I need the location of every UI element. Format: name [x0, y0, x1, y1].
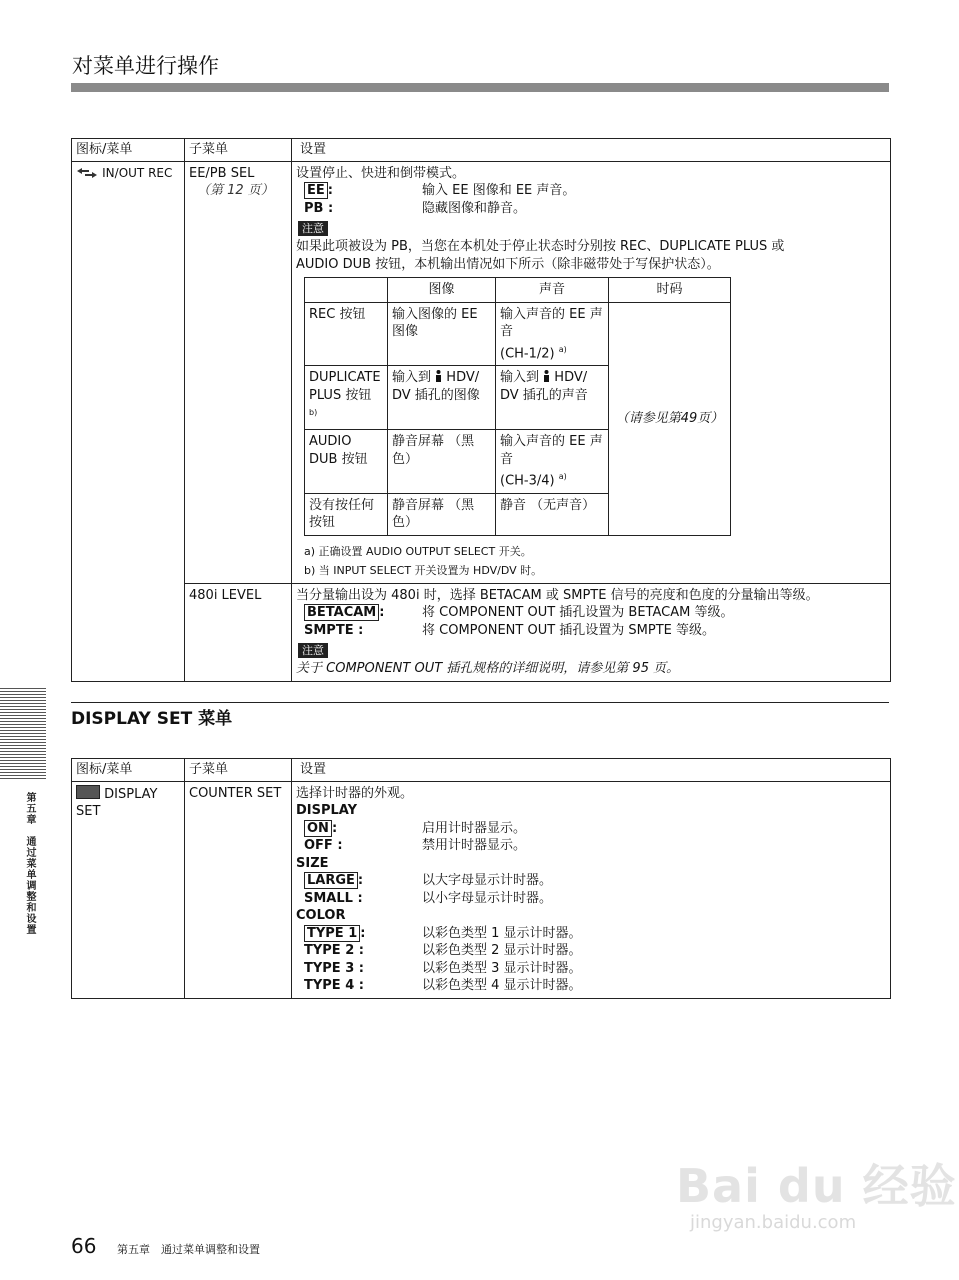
inner-header: 图像	[388, 278, 496, 303]
option-key: SMALL	[304, 890, 353, 906]
inner-header	[305, 278, 388, 303]
option-desc: 启用计时器显示。	[422, 820, 527, 836]
button-text: DUPLICATE PLUS 按钮	[309, 370, 381, 403]
option-key: LARGE	[304, 872, 358, 889]
image-cell: 输入图像的 EE 图像	[388, 302, 496, 366]
option-row: TYPE 3 : 以彩色类型 3 显示计时器。	[304, 960, 582, 976]
hdv-dv-jack-icon	[435, 370, 442, 382]
option-row: TYPE 4 : 以彩色类型 4 显示计时器。	[304, 978, 582, 993]
menu-cell	[72, 781, 185, 998]
image-text: HDV/ DV 插孔的图像	[392, 370, 480, 403]
header-icon-menu: 图标/菜单	[72, 759, 185, 782]
option-desc: 输入 EE 图像和 EE 声音。	[422, 183, 576, 198]
section-title: DISPLAY SET 菜单	[71, 709, 233, 729]
setting-intro: 选择计时器的外观。	[296, 785, 414, 801]
setting-cell	[292, 583, 891, 681]
sound-cell: 静音 （无声音）	[496, 493, 609, 535]
option-key: SMPTE	[304, 622, 354, 638]
table-header-row	[72, 759, 891, 782]
setting-cell	[292, 781, 891, 998]
option-row: SMALL : 以小字母显示计时器。	[304, 890, 553, 906]
menu-label: DISPLAY SET	[76, 786, 158, 819]
sound-text: HDV/ DV 插孔的声音	[500, 370, 588, 403]
button-cell: 没有按任何按钮	[305, 493, 388, 535]
option-desc: 将 COMPONENT OUT 插孔设置为 SMPTE 等级。	[422, 622, 716, 638]
option-key: OFF	[304, 838, 333, 853]
watermark-url: jingyan.baidu.com	[690, 1212, 857, 1233]
option-key: PB	[304, 200, 324, 216]
submenu-cell: COUNTER SET	[185, 781, 292, 998]
option-desc: 以彩色类型 3 显示计时器。	[422, 960, 582, 976]
option-desc: 以彩色类型 4 显示计时器。	[422, 978, 582, 993]
sound-text: 输入声音的 EE 声音	[500, 306, 603, 339]
option-row: LARGE : 以大字母显示计时器。	[296, 872, 886, 890]
sound-text: 输入声音的 EE 声音	[500, 434, 603, 467]
option-row: OFF : 禁用计时器显示。	[304, 838, 527, 853]
sound-text: 输入到	[500, 370, 540, 386]
button-cell: REC 按钮	[305, 302, 388, 366]
page-reference: （第 12 页）	[197, 183, 274, 198]
sound-cell	[496, 366, 609, 430]
display-set-table	[71, 758, 891, 999]
setting-intro: 当分量输出设为 480i 时，选择 BETACAM 或 SMPTE 信号的亮度和色度的分量输出等级。	[296, 587, 819, 603]
submenu-cell: 480i LEVEL	[185, 583, 292, 681]
note-line: AUDIO DUB 按钮，本机输出情况如下所示（除非磁带处于写保护状态）。	[296, 256, 720, 272]
option-desc: 隐藏图像和静音。	[422, 200, 527, 216]
header-icon-menu: 图标/菜单	[72, 139, 185, 162]
button-cell: AUDIO DUB 按钮	[305, 430, 388, 494]
option-row: BETACAM : 将 COMPONENT OUT 插孔设置为 BETACAM 等级。	[296, 604, 886, 622]
option-row: TYPE 2 : 以彩色类型 2 显示计时器。	[304, 943, 582, 958]
table-row	[72, 161, 891, 583]
setting-intro: 设置停止、快进和倒带模式。	[296, 165, 466, 181]
page-title: 对菜单进行操作	[72, 54, 219, 78]
option-key: EE	[304, 182, 328, 199]
table-header-row	[72, 139, 891, 162]
title-bar	[71, 83, 889, 92]
option-key: ON	[304, 820, 332, 837]
image-cell	[388, 366, 496, 430]
option-key: TYPE 4	[304, 978, 355, 993]
page-number: 66	[71, 1234, 97, 1258]
menu-label: IN/OUT REC	[102, 165, 173, 180]
option-desc: 以彩色类型 2 显示计时器。	[422, 943, 582, 958]
submenu-label: EE/PB SEL	[189, 165, 255, 181]
inner-header: 声音	[496, 278, 609, 303]
output-table	[304, 277, 731, 536]
in-out-rec-table	[71, 138, 891, 682]
submenu-cell	[185, 161, 292, 583]
footnote-mark: a)	[558, 344, 567, 354]
table-row	[72, 583, 891, 681]
image-cell: 静音屏幕 （黑色）	[388, 430, 496, 494]
setting-cell	[292, 161, 891, 583]
sound-cell	[496, 430, 609, 494]
note-badge: 注意	[298, 643, 328, 658]
section-divider	[71, 702, 889, 703]
inner-header: 时码	[609, 278, 731, 303]
table-row	[72, 781, 891, 998]
option-row: SMPTE : 将 COMPONENT OUT 插孔设置为 SMPTE 等级。	[304, 622, 716, 638]
option-desc: 以小字母显示计时器。	[422, 890, 553, 906]
option-key: TYPE 1	[304, 925, 360, 942]
note-badge: 注意	[298, 221, 328, 236]
option-row: PB : 隐藏图像和静音。	[304, 200, 527, 216]
group-label: SIZE	[296, 855, 329, 871]
baidu-watermark: Bai du 经验	[676, 1159, 957, 1213]
header-setting: 设置	[292, 139, 891, 162]
option-desc: 将 COMPONENT OUT 插孔设置为 BETACAM 等级。	[422, 605, 734, 621]
footnote-mark: b)	[309, 408, 318, 418]
option-row: ON : 启用计时器显示。	[296, 820, 886, 838]
group-label: COLOR	[296, 908, 346, 923]
header-submenu: 子菜单	[185, 139, 292, 162]
in-out-arrows-icon	[76, 168, 98, 178]
note-line: 如果此项被设为 PB，当您在本机处于停止状态时分别按 REC、DUPLICATE PLUS 或	[296, 239, 785, 254]
chapter-tab-stripes	[0, 688, 46, 780]
footnote-mark: a)	[558, 472, 567, 482]
inner-row	[305, 302, 731, 366]
footer-chapter: 第五章 通过菜单调整和设置	[117, 1243, 260, 1256]
timecode-cell: （请参见第49页）	[609, 302, 731, 535]
button-cell	[305, 366, 388, 430]
sound-cell	[496, 302, 609, 366]
hdv-dv-jack-icon	[543, 370, 550, 382]
sound-channel: (CH-3/4)	[500, 473, 555, 489]
footnote: a) 正确设置 AUDIO OUTPUT SELECT 开关。	[304, 544, 532, 558]
note-text: 关于 COMPONENT OUT 插孔规格的详细说明，请参见第 95 页。	[296, 661, 680, 677]
header-submenu: 子菜单	[185, 759, 292, 782]
sound-channel: (CH-1/2)	[500, 345, 555, 361]
option-key: TYPE 2	[304, 943, 355, 958]
display-set-icon	[76, 785, 100, 799]
option-key: BETACAM	[304, 604, 379, 621]
option-row: TYPE 1 : 以彩色类型 1 显示计时器。	[296, 925, 886, 943]
option-desc: 禁用计时器显示。	[422, 838, 527, 853]
image-text: 输入到	[392, 370, 432, 386]
footnote: b) 当 INPUT SELECT 开关设置为 HDV/DV 时。	[304, 563, 543, 577]
header-setting: 设置	[292, 759, 891, 782]
option-key: TYPE 3	[304, 960, 355, 976]
group-label: DISPLAY	[296, 803, 358, 818]
option-row: EE : 输入 EE 图像和 EE 声音。	[296, 182, 886, 200]
option-desc: 以大字母显示计时器。	[422, 873, 553, 888]
option-desc: 以彩色类型 1 显示计时器。	[422, 925, 582, 941]
image-cell: 静音屏幕 （黑色）	[388, 493, 496, 535]
menu-cell	[72, 161, 185, 681]
chapter-side-label: 第五章 通过菜单调整和设置	[24, 792, 35, 935]
